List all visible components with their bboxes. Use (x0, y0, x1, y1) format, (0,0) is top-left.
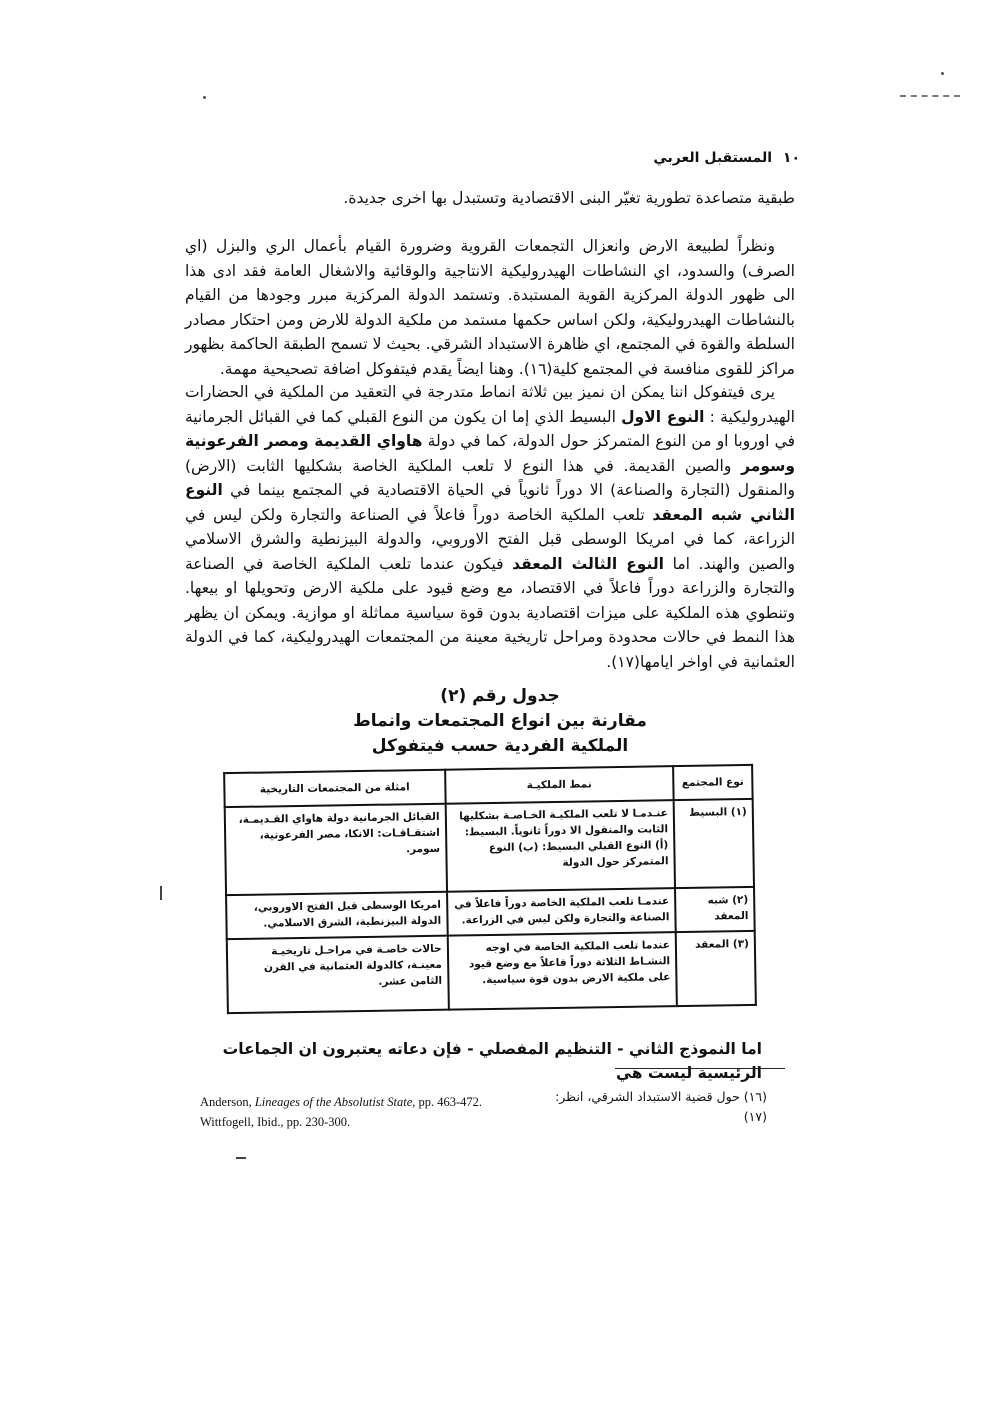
ancient-states-highlight: هاواي القديمة ومصر الفرعونية وسومر (185, 432, 795, 475)
paragraph-1: طبقية متصاعدة تطورية تغيّر البنى الاقتصادية وتستبدل بها اخرى جديدة. (343, 189, 795, 207)
type-two-label: النوع الثاني شبه المعقد (185, 481, 795, 524)
comparison-table (223, 764, 757, 1014)
paragraph-3-text: فيكون عندما تلعب الملكية الخاصة في الصناعة والتجارة والزراعة دوراً فاعلاً في الاقتصاد، مع وضع قيود على ملكية الارض وتحويلها او بيعها. وتنطوي هذه الملكية على ميزات اقتصادية بدون قوة سياسية مماثلة او موازية. ويمكن ان يظهر هذا النمط في حالات محدودة ومراحل تاريخية معينة من المجتمعات الهيدروليكية، كما في الدولة العثمانية في اواخر ايامها(١٧). (185, 554, 795, 671)
table-number: جدول رقم (٢) (440, 686, 560, 706)
running-title: المستقبل العربي (653, 150, 773, 166)
footnotes-arabic (527, 1087, 767, 1127)
cell-historical-examples: القبائل الجرمانية دولة هاواي القـديمـة، اشتقـاقـات: الانكا، مصر الفرعونية، سومر. (225, 804, 447, 895)
footnotes-latin (200, 1092, 530, 1132)
running-header (653, 150, 800, 166)
footnote-rule (615, 1068, 785, 1069)
footnote-16: (١٦) حول قضية الاستبداد الشرقي، انظر: (555, 1089, 767, 1104)
cell-society-type: (٣) المعقد (676, 931, 756, 1006)
paragraph-3-text: يرى فيتفوكل اننا يمكن ان نميز بين ثلاثة انماط متدرجة في التعقيد من الملكية في الحضارات الهيدروليكية : (185, 383, 795, 426)
footnote-pages: pp. 463-472. (415, 1095, 483, 1109)
type-three-label: النوع الثالث المعقد (512, 554, 664, 573)
table-row (225, 799, 754, 895)
paragraph-3-text: والصين القديمة. في هذا النوع لا تلعب الملكية الخاصة بشكليها الثابت (الارض) والمنقول (التجارة والصناعة) الا دوراً ثانوياً في الحياة الاقتصادية في المجتمع بينما في (185, 456, 795, 499)
cell-historical-examples: حالات خاصـة في مراحـل تاريخيـة معينـة، كالدولة العثمانية في القرن الثامن عشر. (227, 936, 449, 1013)
paragraph-3 (185, 380, 795, 674)
header-historical-examples: امثلة من المجتمعات التاريخية (224, 770, 445, 807)
table-title-line: الملكية الفردية حسب فيتفوكل (371, 736, 629, 756)
page-number: ١٠ (782, 150, 800, 166)
table-title-line: مقارنة بين انواع المجتمعات وانماط (353, 711, 647, 731)
scan-artifact-tick (160, 886, 162, 900)
scan-artifact-dot (203, 96, 206, 99)
cell-ownership-pattern: عندمـا تلعب الملكية الخاصة دوراً فاعلاً في الصناعة والتجارة ولكن ليس في الزراعة. (447, 888, 676, 936)
continuation-line: اما النموذج الثاني - التنظيم المفصلي - فإن دعاته يعتبرون ان الجماعات الرئيسية ليست هي (222, 1040, 762, 1082)
scan-artifact-dot (941, 72, 944, 75)
header-ownership-pattern: نمط الملكيـة (445, 766, 674, 804)
cell-historical-examples: امريكا الوسطى قبل الفتح الاوروبي، الدولة البيزنطية، الشرق الاسلامي. (226, 892, 447, 939)
cell-ownership-pattern: عندما تلعب الملكية الخاصة في اوجه النشـاط الثلاثة دوراً فاعلاً مع وضع قيود على ملكية الارض بدون قوة سياسية. (447, 932, 676, 1010)
table-caption (300, 684, 700, 759)
cell-society-type: (١) البسيط (674, 799, 754, 888)
footnote-17: (١٧) (743, 1109, 767, 1124)
footnote-book-title: Lineages of the Absolutist State, (254, 1095, 416, 1109)
scan-artifact-mark (236, 1157, 246, 1159)
footnote-17-reference: Wittfogell, Ibid., pp. 230-300. (200, 1115, 351, 1129)
type-one-label: النوع الاول (621, 407, 705, 426)
paragraph-3-text: البسيط الذي إما ان يكون من النوع القبلي كما في القبائل الجرمانية في اوروبا او من النوع المتمركز حول الدولة، كما في دولة (185, 407, 795, 450)
paragraph-2: ونظراً لطبيعة الارض وانعزال التجمعات القروية وضرورة القيام بأعمال الري والبزل (اي الصرف) والسدود، اي النشاطات الهيدروليكية الانتاجية والوقائية والاشغال العامة فقد ادى هذا الى ظهور الدولة المركزية القوية المستبدة. وتستمد الدولة المركزية مبرر وجودها من القيام بالنشاطات الهيدروليكية، ولكن اساس حكمها مستمد من ملكية الدولة للارض ومن احتكار مصادر السلطة والقوة في المجتمع، اي ظاهرة الاستبداد الشرقي. بحيث لا تسمح الطبقة الحاكمة بظهور مراكز للقوى منافسة في المجتمع كلية(١٦). وهنا ايضاً يقدم فيتفوكل اضافة تصحيحية مهمة. (185, 237, 795, 378)
table-row (227, 931, 756, 1013)
header-society-type: نوع المجتمع (673, 765, 753, 800)
footnote-author: Anderson, (200, 1095, 255, 1109)
paragraph-3-text: تلعب الملكية الخاصة دوراً فاعلاً في الصناعة والتجارة ولكن ليس في الزراعة، كما في امريكا الوسطى قبل الفتح الاوروبي، والدولة البيزنطية والشرق الاسلامي والصين والهند. اما (185, 505, 795, 573)
scan-artifact-dash (900, 95, 960, 97)
footnote-16-reference (200, 1092, 530, 1112)
cell-society-type: (٢) شبه المعقد (675, 887, 755, 932)
cell-ownership-pattern: عنـدمـا لا تلعب الملكيـة الخـاصـة بشكليها الثابت والمنقول الا دوراً ثانوياً. البسيط: (أ) النوع القبلي البسيط: (ب) النوع المتمركز حول الدولة (445, 800, 675, 892)
